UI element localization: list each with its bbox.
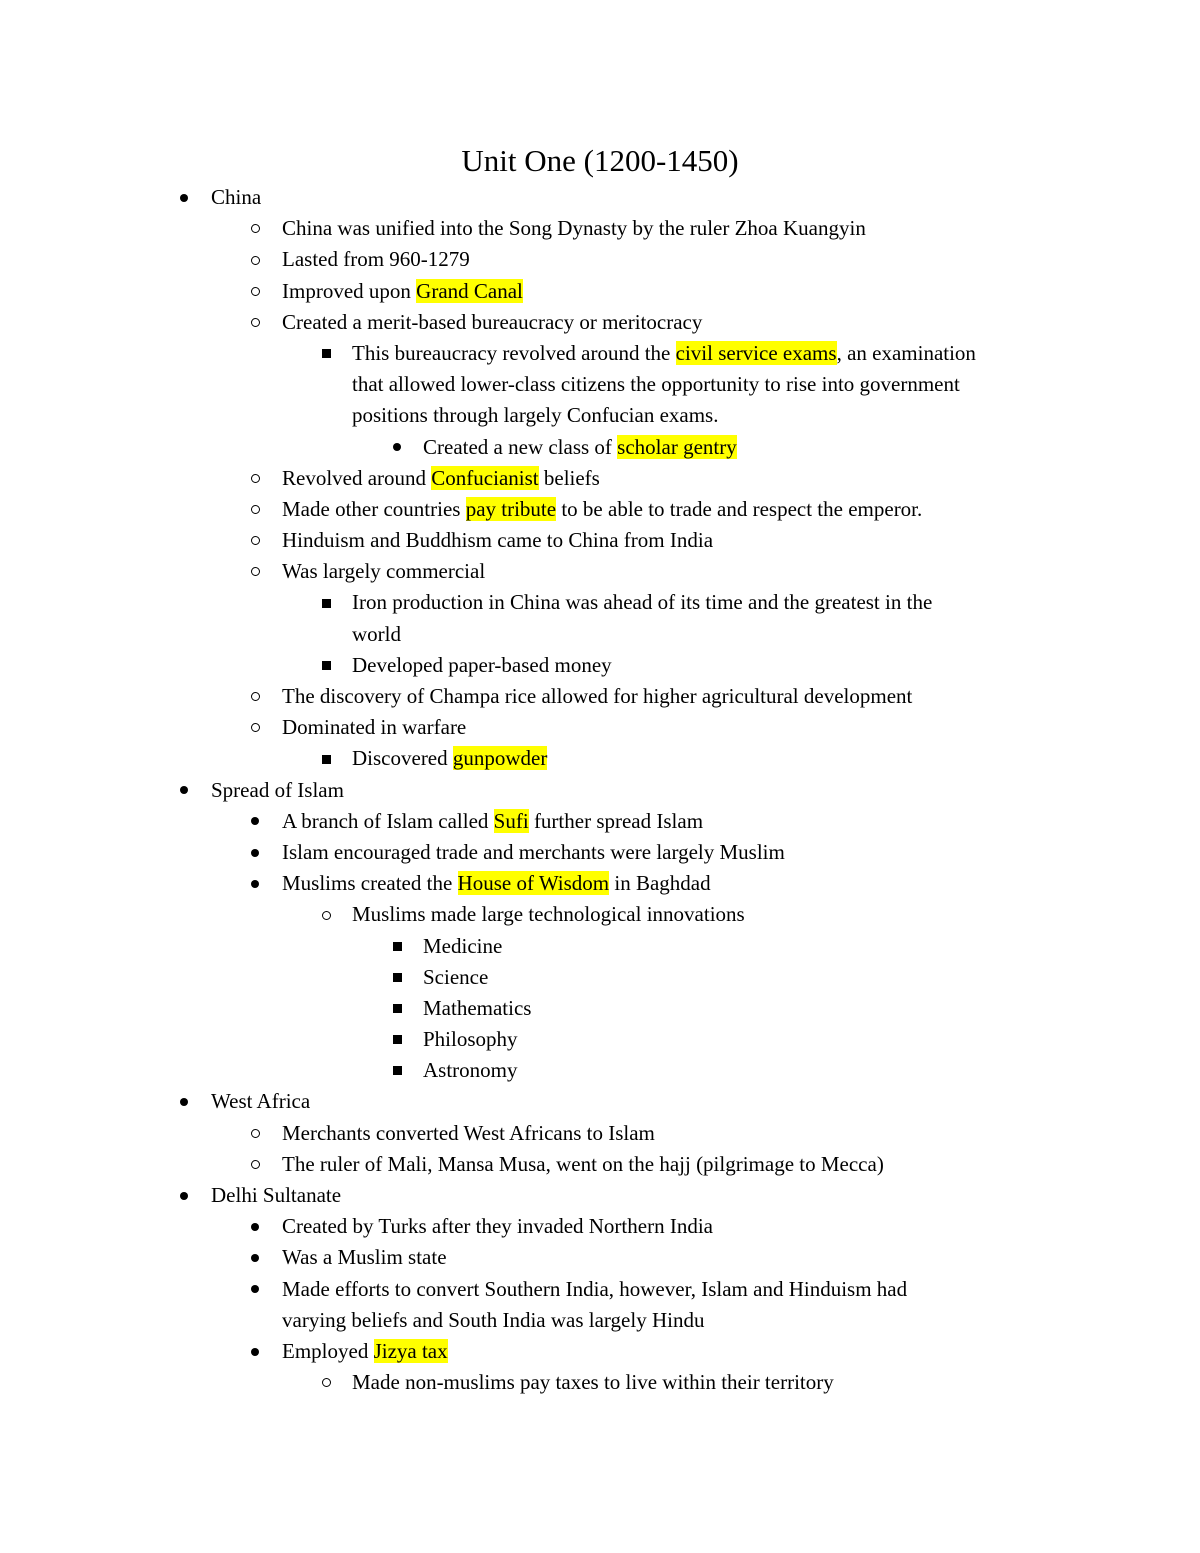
outline-item [0, 213, 1200, 244]
outline-item [0, 1180, 1200, 1211]
outline-item [0, 743, 1200, 774]
item-text [282, 494, 922, 525]
text-segment: Muslims made large technological innovations [352, 902, 745, 927]
outline-item [0, 1242, 1200, 1273]
outline-item [0, 463, 1200, 494]
square-bullet-icon [387, 931, 407, 962]
disc-bullet-icon [245, 1274, 265, 1305]
disc-bullet-icon [174, 1086, 194, 1117]
outline-item [0, 1336, 1200, 1367]
item-text [211, 182, 261, 213]
outline-item [0, 1367, 1200, 1398]
circle-bullet-icon [245, 525, 265, 556]
outline-item [0, 1086, 1200, 1117]
outline-item [0, 619, 1200, 650]
text-segment: The ruler of Mali, Mansa Musa, went on the hajj (pilgrimage to Mecca) [282, 1151, 884, 1176]
item-text [282, 1305, 704, 1336]
outline-item [0, 587, 1200, 618]
text-segment: Astronomy [423, 1058, 518, 1083]
notes-outline [0, 182, 1200, 1398]
outline-item [0, 962, 1200, 993]
text-segment: Mathematics [423, 995, 532, 1020]
highlighted-term: pay tribute [465, 496, 557, 521]
text-segment: Delhi Sultanate [211, 1183, 342, 1207]
item-text [352, 743, 547, 774]
item-text [282, 307, 702, 338]
item-text [352, 338, 976, 369]
text-segment: to be able to trade and respect the emperor. [556, 496, 923, 521]
text-segment: Was largely commercial [282, 559, 486, 584]
circle-bullet-icon [245, 1118, 265, 1149]
outline-item [0, 244, 1200, 275]
item-text [282, 1274, 907, 1305]
circle-bullet-icon [245, 307, 265, 338]
circle-bullet-icon [245, 213, 265, 244]
outline-item [0, 369, 1200, 400]
text-segment: Improved upon [282, 278, 417, 303]
highlighted-term: scholar gentry [617, 434, 737, 459]
item-text [352, 587, 932, 618]
square-bullet-icon [387, 1055, 407, 1086]
text-segment: Lasted from 960-1279 [282, 247, 470, 272]
circle-bullet-icon [245, 712, 265, 743]
text-segment: Iron production in China was ahead of its time and the greatest in the [352, 590, 933, 615]
item-text [282, 681, 912, 712]
item-text [282, 1336, 448, 1367]
item-text [352, 619, 401, 650]
item-text [282, 463, 600, 494]
circle-bullet-icon [245, 244, 265, 275]
item-text [282, 1211, 713, 1242]
item-text [282, 1242, 447, 1273]
item-text [282, 837, 785, 868]
disc-bullet-icon [245, 1242, 265, 1273]
circle-bullet-icon [245, 1149, 265, 1180]
outline-item [0, 400, 1200, 431]
text-segment: China was unified into the Song Dynasty by the ruler Zhoa Kuangyin [282, 216, 866, 241]
circle-bullet-icon [316, 899, 336, 930]
circle-bullet-icon [245, 494, 265, 525]
text-segment: Made non-muslims pay taxes to live within their territory [352, 1370, 834, 1395]
text-segment: Philosophy [423, 1027, 518, 1052]
disc-bullet-icon [245, 837, 265, 868]
item-text [282, 556, 485, 587]
item-text [423, 962, 488, 993]
item-text [423, 993, 531, 1024]
item-text [282, 525, 713, 556]
item-text [423, 1024, 518, 1055]
text-segment: Discovered [352, 746, 453, 771]
item-text [423, 1055, 518, 1086]
outline-item [0, 1118, 1200, 1149]
outline-item [0, 1211, 1200, 1242]
circle-bullet-icon [245, 463, 265, 494]
outline-item [0, 1055, 1200, 1086]
text-segment: The discovery of Champa rice allowed for higher agricultural development [282, 684, 913, 708]
item-text [282, 1118, 655, 1149]
outline-item [0, 806, 1200, 837]
square-bullet-icon [387, 993, 407, 1024]
item-text [211, 1180, 341, 1211]
outline-item [0, 182, 1200, 213]
item-text [352, 400, 718, 431]
outline-item [0, 712, 1200, 743]
outline-item [0, 775, 1200, 806]
disc-bullet-icon [387, 432, 407, 463]
text-segment: beliefs [538, 465, 600, 490]
outline-item [0, 1024, 1200, 1055]
text-segment: China [211, 185, 262, 209]
item-text [423, 931, 502, 962]
text-segment: Merchants converted West Africans to Islam [282, 1120, 655, 1145]
square-bullet-icon [387, 962, 407, 993]
text-segment: Spread of Islam [211, 777, 344, 802]
text-segment: Dominated in warfare [282, 715, 467, 740]
text-segment: , an examination [836, 340, 976, 365]
text-segment: further spread Islam [528, 808, 704, 833]
highlighted-term: civil service exams [675, 340, 837, 365]
text-segment: A branch of Islam called [282, 808, 494, 833]
document-title: Unit One (1200-1450) [461, 143, 739, 178]
outline-item [0, 1149, 1200, 1180]
item-text [282, 213, 866, 244]
text-segment: This bureaucracy revolved around the [352, 340, 676, 365]
square-bullet-icon [316, 743, 336, 774]
disc-bullet-icon [174, 182, 194, 213]
item-text [352, 650, 612, 681]
text-segment: Employed [282, 1338, 374, 1363]
highlighted-term: House of Wisdom [457, 871, 610, 896]
disc-bullet-icon [174, 1180, 194, 1211]
item-text [282, 806, 703, 837]
outline-item [0, 1305, 1200, 1336]
item-text [211, 1086, 310, 1117]
item-text [282, 1149, 884, 1180]
outline-item [0, 338, 1200, 369]
square-bullet-icon [316, 587, 336, 618]
text-segment: Revolved around [282, 465, 432, 490]
text-segment: varying beliefs and South India was largely Hindu [282, 1307, 705, 1332]
highlighted-term: Grand Canal [416, 278, 523, 303]
disc-bullet-icon [245, 868, 265, 899]
outline-item [0, 899, 1200, 930]
outline-item [0, 1274, 1200, 1305]
circle-bullet-icon [245, 276, 265, 307]
text-segment: Made other countries [282, 496, 466, 521]
text-segment: positions through largely Confucian exams. [352, 403, 719, 428]
item-text [282, 712, 466, 743]
highlighted-term: Jizya tax [373, 1338, 448, 1363]
item-text [352, 899, 745, 930]
text-segment: world [352, 621, 401, 646]
square-bullet-icon [316, 338, 336, 369]
square-bullet-icon [387, 1024, 407, 1055]
text-segment: that allowed lower-class citizens the opportunity to rise into government [352, 372, 960, 397]
text-segment: Created by Turks after they invaded Northern India [282, 1214, 713, 1239]
circle-bullet-icon [245, 556, 265, 587]
text-segment: Muslims created the [282, 871, 458, 896]
circle-bullet-icon [316, 1367, 336, 1398]
item-text [211, 775, 344, 806]
text-segment: Created a merit-based bureaucracy or meritocracy [282, 309, 703, 334]
item-text [282, 276, 523, 307]
outline-item [0, 556, 1200, 587]
item-text [352, 369, 960, 400]
outline-item [0, 931, 1200, 962]
highlighted-term: Sufi [493, 808, 529, 833]
outline-item [0, 276, 1200, 307]
item-text [423, 432, 737, 463]
outline-item [0, 681, 1200, 712]
text-segment: Islam encouraged trade and merchants were largely Muslim [282, 839, 785, 864]
text-segment: Medicine [423, 933, 503, 958]
outline-item [0, 307, 1200, 338]
disc-bullet-icon [245, 1336, 265, 1367]
text-segment: Made efforts to convert Southern India, however, Islam and Hinduism had [282, 1276, 908, 1301]
outline-item [0, 494, 1200, 525]
disc-bullet-icon [245, 806, 265, 837]
text-segment: Was a Muslim state [282, 1245, 447, 1270]
text-segment: in Baghdad [609, 871, 711, 896]
outline-item [0, 868, 1200, 899]
outline-item [0, 837, 1200, 868]
outline-item [0, 650, 1200, 681]
outline-item [0, 525, 1200, 556]
text-segment: Science [423, 964, 489, 989]
outline-item [0, 993, 1200, 1024]
item-text [282, 244, 470, 275]
highlighted-term: gunpowder [452, 746, 548, 771]
square-bullet-icon [316, 650, 336, 681]
disc-bullet-icon [245, 1211, 265, 1242]
disc-bullet-icon [174, 775, 194, 806]
text-segment: Hinduism and Buddhism came to China from India [282, 528, 714, 553]
item-text [352, 1367, 834, 1398]
text-segment: Created a new class of [423, 434, 618, 459]
circle-bullet-icon [245, 681, 265, 712]
text-segment: West Africa [211, 1089, 311, 1114]
highlighted-term: Confucianist [431, 465, 539, 490]
item-text [282, 868, 711, 899]
text-segment: Developed paper-based money [352, 652, 612, 677]
outline-item [0, 432, 1200, 463]
